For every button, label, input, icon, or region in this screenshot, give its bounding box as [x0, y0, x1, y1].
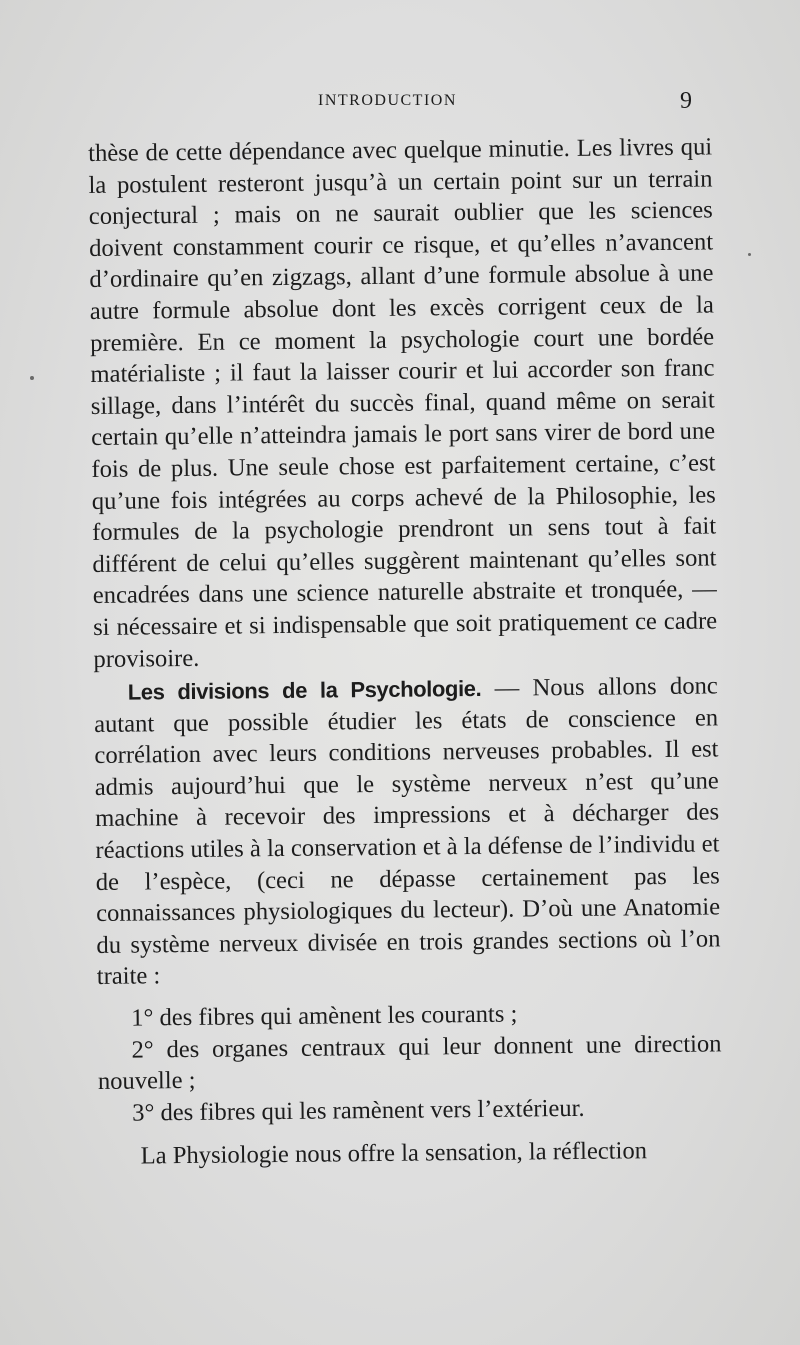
paragraph: [94, 671, 721, 993]
running-head: [0, 88, 800, 118]
paper-speck: [30, 376, 34, 380]
running-title: INTRODUCTION: [318, 92, 457, 109]
body-text: [88, 131, 723, 1172]
paragraph: La Physiologie nous offre la sensation, la réflection: [140, 1137, 648, 1170]
paragraph: thèse de cette dépendance avec quelque minutie. Les livres qui la postulent resteront jusqu’à un certain point sur un terrain conjectural ; mais on ne saurait oublier que les sciences doivent constamment courir ce risque, et qu’elles n’avancent d’ordinaire qu’en zigzags, allant d’une formule absolue à une autre formule absolue dont les excès corrigent ceux de la première. En ce moment la psychologie court une bordée matérialiste ; il faut la laisser courir et lui accorder son franc sillage, dans l’intérêt du succès final, quand même on serait certain qu’elle n’atteindra jamais le port sans virer de bord une fois de plus. Une seule chose est parfaitement certaine, c’est qu’une fois intégrées au corps achevé de la Philosophie, les formules de la psychologie prendront un sens tout à fait différent de celui qu’elles suggèrent maintenant qu’elles sont encadrées dans une science naturelle abstraite et tronquée, — si nécessaire et si indispensable que soit pratiquement ce cadre provisoire.: [88, 133, 718, 673]
list-item: 2° des organes centraux qui leur donnent une direction nouvelle ;: [97, 1030, 722, 1096]
page-number: 9: [680, 88, 692, 114]
list-item: 3° des fibres qui les ramènent vers l’extérieur.: [132, 1094, 585, 1127]
paragraph-text: — Nous allons donc autant que possible étudier les états de conscience en corrélation avec leurs conditions nerveuses probables. Il est admis aujourd’hui que le système nerveux n’est qu’une machine à recevoir des impressions et à décharger des réactions utiles à la conservation et à la défense de l’individu et de l’espèce, (ceci ne dépasse certainement pas les connaissances physiologiques du lecteur). D’où une Anatomie du système nerveux divisée en trois grandes sections où l’on traite :: [93, 672, 721, 991]
section-title: Les divisions de la Psychologie.: [127, 676, 482, 705]
paper-speck: [748, 253, 751, 256]
numbered-list: [97, 996, 722, 1129]
list-item: 1° des fibres qui amènent les courants ;: [131, 1000, 518, 1032]
